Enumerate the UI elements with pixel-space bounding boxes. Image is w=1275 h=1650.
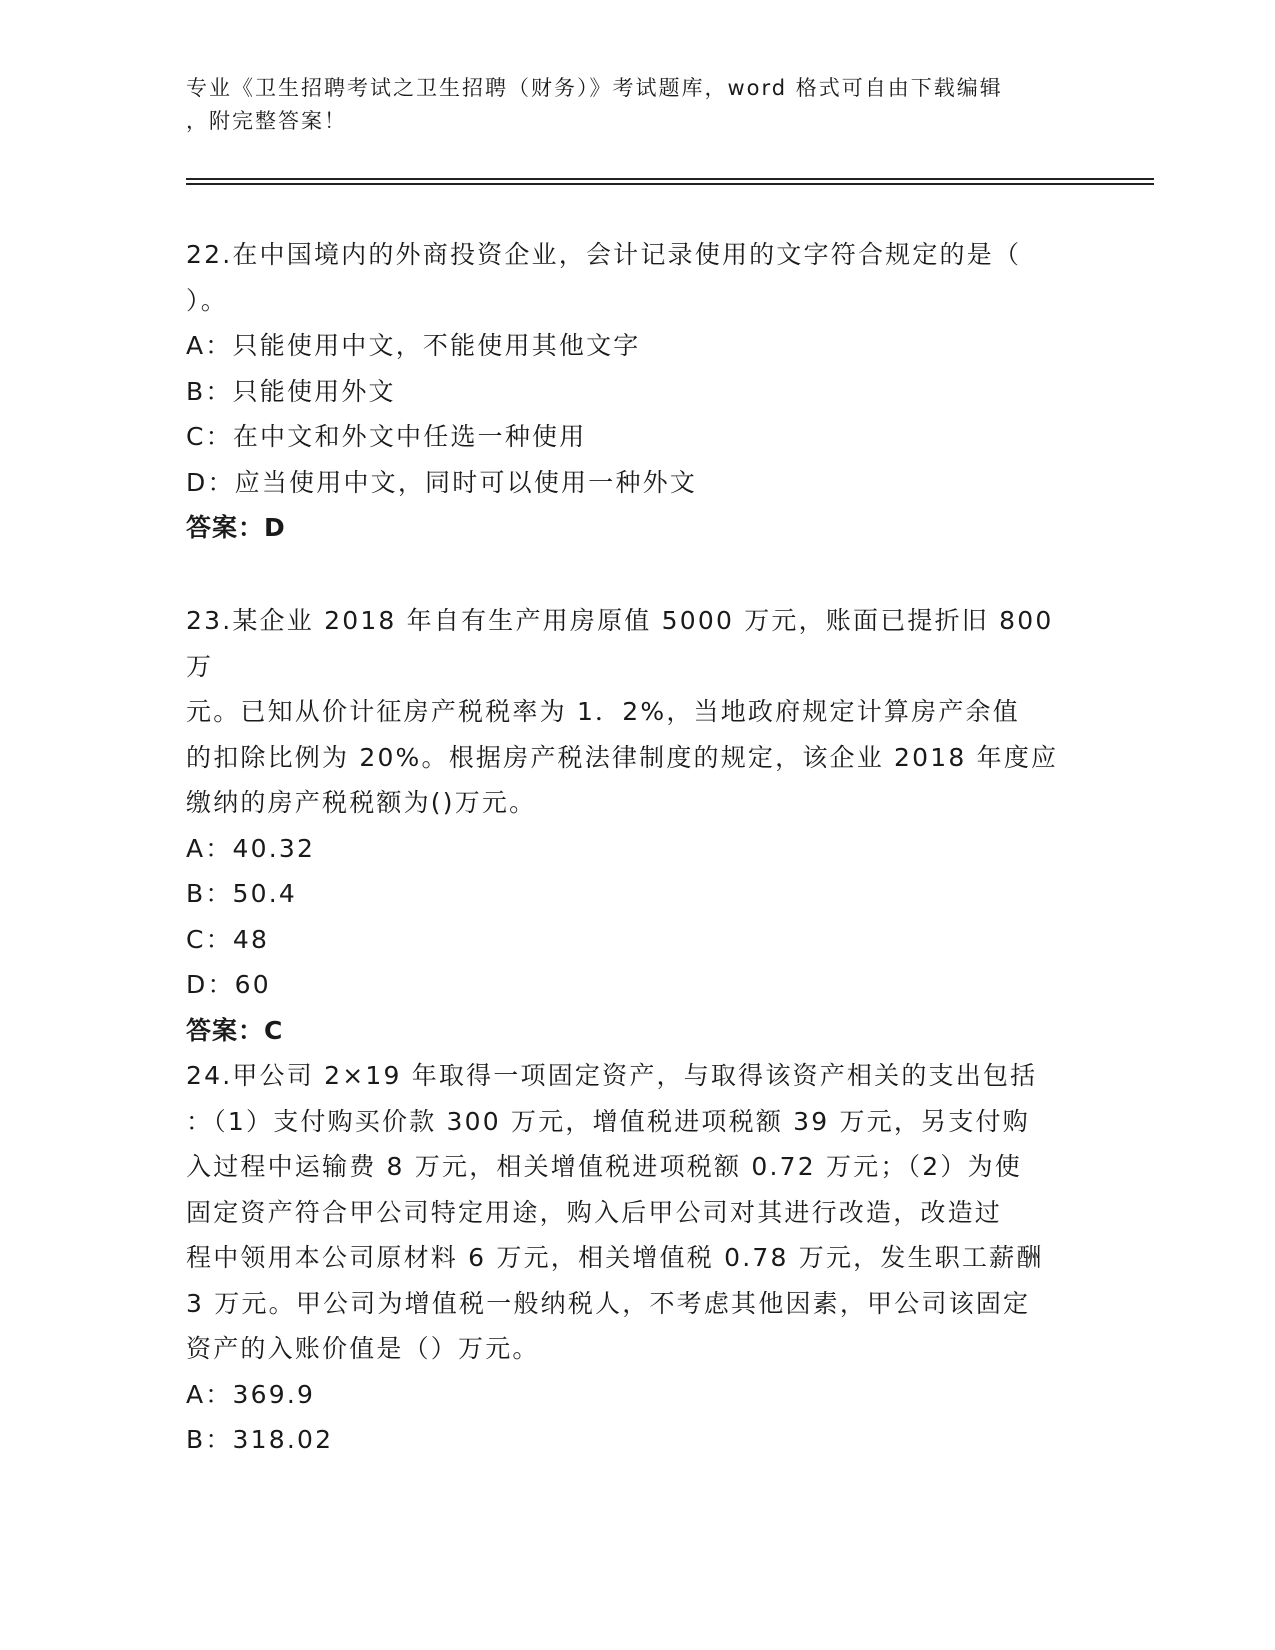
option-d: D：60: [186, 970, 271, 999]
header-divider-top: [186, 178, 1154, 180]
stem-line: 23.某企业 2018 年自有生产用房原值 5000 万元，账面已提折旧 800 万: [186, 606, 1054, 681]
stem-line: ）。: [186, 285, 228, 315]
option-a: A：40.32: [186, 833, 316, 863]
stem-line: 3 万元。甲公司为增值税一般纳税人，不考虑其他因素，甲公司该固定: [186, 1288, 1031, 1318]
option-d: D：应当使用中文，同时可以使用一种外文: [186, 467, 698, 497]
stem-line: 程中领用本公司原材料 6 万元，相关增值税 0.78 万元，发生职工薪酬: [186, 1243, 1044, 1272]
option-b: B：318.02: [186, 1425, 334, 1454]
stem-line: 资产的入账价值是（）万元。: [186, 1334, 540, 1363]
option-a: A：只能使用中文，不能使用其他文字: [186, 331, 641, 360]
stem-line: 24.甲公司 2×19 年取得一项固定资产，与取得该资产相关的支出包括: [186, 1061, 1038, 1090]
header-line-1: 专业《卫生招聘考试之卫生招聘（财务）》考试题库，word 格式可自由下载编辑: [186, 76, 1003, 100]
stem-line: 22.在中国境内的外商投资企业，会计记录使用的文字符合规定的是（: [186, 240, 1022, 269]
question-22: [186, 232, 1086, 551]
option-a: A：369.9: [186, 1379, 316, 1409]
option-b: B：只能使用外文: [186, 376, 396, 406]
option-b: B：50.4: [186, 879, 298, 908]
stem-line: 固定资产符合甲公司特定用途，购入后甲公司对其进行改造，改造过: [186, 1197, 1003, 1227]
stem-line: 缴纳的房产税税额为()万元。: [186, 788, 537, 817]
option-c: C：在中文和外文中任选一种使用: [186, 422, 587, 451]
answer: 答案：C: [186, 1015, 284, 1045]
question-24: [186, 1053, 1086, 1463]
document-header: [186, 72, 1066, 138]
header-line-2: ，附完整答案！: [186, 109, 347, 133]
stem-line: ：（1）支付购买价款 300 万元，增值税进项税额 39 万元，另支付购: [186, 1106, 1030, 1136]
question-stem: [186, 598, 1086, 826]
option-c: C：48: [186, 924, 270, 954]
stem-line: 入过程中运输费 8 万元，相关增值税进项税额 0.72 万元；（2）为使: [186, 1152, 1022, 1181]
question-23: [186, 598, 1086, 1053]
stem-line: 的扣除比例为 20%。根据房产税法律制度的规定，该企业 2018 年度应: [186, 742, 1059, 772]
stem-line: 元。已知从价计征房产税税率为 1．2%，当地政府规定计算房产余值: [186, 697, 1020, 726]
header-divider-bottom: [186, 183, 1154, 185]
answer: 答案：D: [186, 513, 286, 542]
question-stem: [186, 1053, 1086, 1372]
question-stem: [186, 232, 1086, 323]
